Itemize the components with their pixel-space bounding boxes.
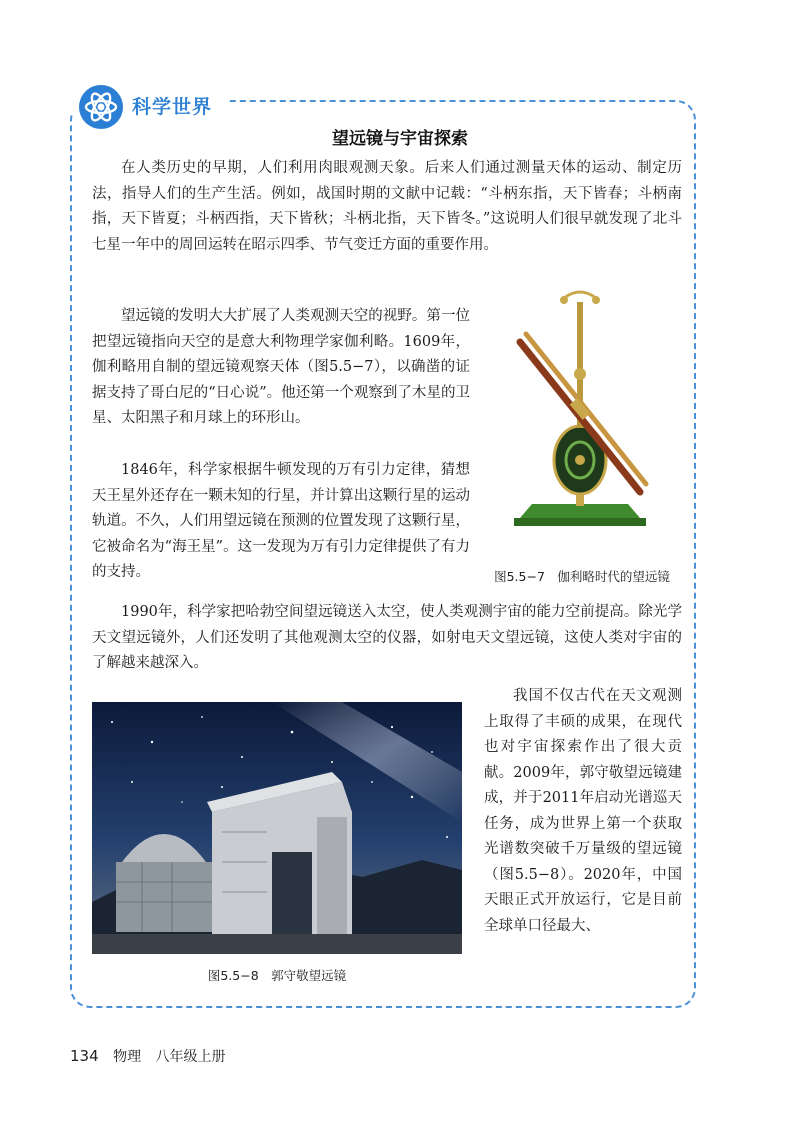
section-label: 科学世界 (132, 96, 213, 118)
paragraph-early-astronomy: 在人类历史的早期，人们利用肉眼观测天象。后来人们通过测量天体的运动、制定历法，指导人们的生产生活。例如，战国时期的文献中记载：“斗柄东指，天下皆春；斗柄南指，天下皆夏；斗柄西指，天下皆秋；斗柄北指，天下皆冬。”这说明人们很早就发现了北斗七星一年中的周回运转在昭示四季、节气变迁方面的重要作用。 (92, 160, 682, 253)
paragraph-china-astronomy: 我国不仅古代在天文观测上取得了丰硕的成果，在现代也对宇宙探索作出了很大贡献。2009年，郭守敬望远镜建成，并于2011年启动光谱巡天任务，成为世界上第一个获取光谱数突破千万量级的望远镜（图5.5−8）。2020年，中国天眼正式开放运行，它是目前全球单口径最大、 (484, 688, 682, 934)
article-title: 望远镜与宇宙探索 (332, 129, 468, 149)
footer-subject: 物理 (113, 1049, 142, 1065)
page-number: 134 (70, 1047, 99, 1065)
paragraph-neptune: 1846年，科学家根据牛顿发现的万有引力定律，猜想天王星外还存在一颗未知的行星，并计算出这颗行星的运动轨道。不久，人们用望远镜在预测的位置发现了这颗行星，它被命名为“海王星”。这一发现为万有引力定律提供了有力的支持。 (92, 462, 470, 580)
paragraph-hubble: 1990年，科学家把哈勃空间望远镜送入太空，使人类观测宇宙的能力空前提高。除光学天文望远镜外，人们还发明了其他观测太空的仪器，如射电天文望远镜，这使人类对宇宙的了解越来越深入。 (92, 604, 682, 671)
page-footer (70, 1046, 236, 1066)
footer-grade: 八年级上册 (155, 1049, 226, 1065)
galileo-telescope-image (490, 282, 670, 530)
lamost-telescope-image (92, 702, 462, 954)
paragraph-galileo: 望远镜的发明大大扩展了人类观测天空的视野。第一位把望远镜指向天空的是意大利物理学家伽利略。1609年，伽利略用自制的望远镜观察天体（图5.5−7），以确凿的证据支持了哥白尼的“日心说”。他还第一个观察到了木星的卫星、太阳黑子和月球上的环形山。 (92, 308, 470, 426)
figure-caption-galileo: 图5.5−7 伽利略时代的望远镜 (494, 569, 670, 584)
figure-caption-lamost: 图5.5−8 郭守敬望远镜 (207, 968, 347, 983)
